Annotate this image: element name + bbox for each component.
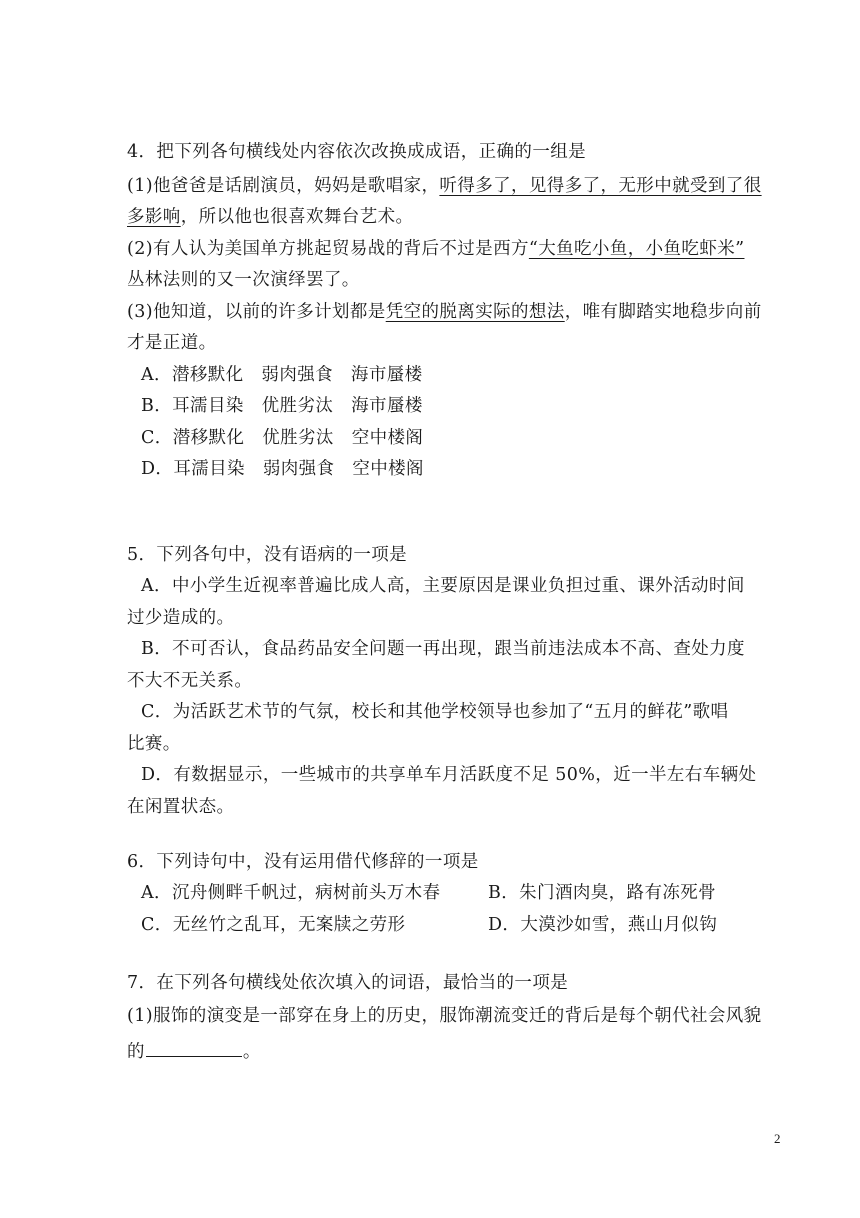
q4-s1-text-end: ，所以他也很喜欢舞台艺术。 [180, 207, 414, 227]
q4-s1-underlined: 听得多了，见得多了，无形中就受到了很 [439, 176, 762, 196]
q4-option-c: C．潜移默化 优胜劣汰 空中楼阁 [141, 428, 424, 448]
q7-s1-pre: 的 [127, 1042, 145, 1062]
q5-option-d-cont: 在闲置状态。 [127, 797, 235, 817]
q5-option-d: D．有数据显示，一些城市的共享单车月活跃度不足 50%，近一半左右车辆处 [141, 765, 757, 785]
q5-stem: 5．下列各句中，没有语病的一项是 [127, 545, 408, 565]
q4-option-b: B．耳濡目染 优胜劣汰 海市蜃楼 [141, 396, 423, 416]
q4-sentence-1-cont [127, 206, 413, 228]
q4-s3-text-end: ，唯有脚踏实地稳步向前 [564, 302, 762, 322]
q4-option-d: D．耳濡目染 弱肉强食 空中楼阁 [141, 459, 424, 479]
q7-sentence-1: (1)服饰的演变是一部穿在身上的历史，服饰潮流变迁的背后是每个朝代社会风貌 [127, 1006, 762, 1026]
q5-option-a: A．中小学生近视率普遍比成人高，主要原因是课业负担过重、课外活动时间 [141, 576, 745, 596]
q4-sentence-2-cont: 丛林法则的又一次演绎罢了。 [127, 270, 360, 290]
q6-option-b: B．朱门酒肉臭，路有冻死骨 [488, 883, 717, 903]
fill-in-blank [146, 1038, 242, 1057]
q4-s1-text: (1)他爸爸是话剧演员，妈妈是歌唱家， [127, 176, 440, 196]
q5-option-b: B．不可否认，食品药品安全问题一再出现，跟当前违法成本不高、查处力度 [141, 639, 745, 659]
q5-option-c-cont: 比赛。 [127, 734, 181, 754]
q7-stem: 7．在下列各句横线处依次填入的词语，最恰当的一项是 [127, 973, 569, 993]
q4-s1-underlined-cont: 多影响 [127, 207, 181, 227]
q6-stem: 6．下列诗句中，没有运用借代修辞的一项是 [127, 852, 479, 872]
q6-option-d: D．大漠沙如雪，燕山月似钩 [488, 915, 718, 935]
page-number: 2 [774, 1131, 781, 1146]
q5-option-c: C．为活跃艺术节的气氛，校长和其他学校领导也参加了“五月的鲜花”歌唱 [141, 702, 729, 722]
q7-sentence-1-cont [127, 1038, 261, 1063]
q4-stem: 4．把下列各句横线处内容依次改换成成语，正确的一组是 [127, 142, 587, 162]
q4-option-a: A．潜移默化 弱肉强食 海市蜃楼 [141, 365, 423, 385]
q4-sentence-3 [127, 301, 762, 323]
q4-sentence-1 [127, 175, 762, 197]
q4-sentence-2 [127, 238, 744, 260]
q4-s3-text: (3)他知道，以前的许多计划都是 [127, 302, 386, 322]
q6-option-c: C．无丝竹之乱耳，无案牍之劳形 [141, 915, 406, 935]
q4-s2-text: (2)有人认为美国单方挑起贸易战的背后不过是西方 [127, 239, 529, 259]
q4-sentence-3-cont: 才是正道。 [127, 333, 217, 353]
q5-option-a-cont: 过少造成的。 [127, 608, 235, 628]
q6-option-a: A．沉舟侧畔千帆过，病树前头万木春 [141, 883, 441, 903]
q4-s3-underlined: 凭空的脱离实际的想法 [385, 302, 565, 322]
q7-s1-post: 。 [242, 1042, 261, 1062]
q5-option-b-cont: 不大不无关系。 [127, 671, 253, 691]
q4-s2-underlined: “大鱼吃小鱼，小鱼吃虾米” [528, 239, 745, 259]
